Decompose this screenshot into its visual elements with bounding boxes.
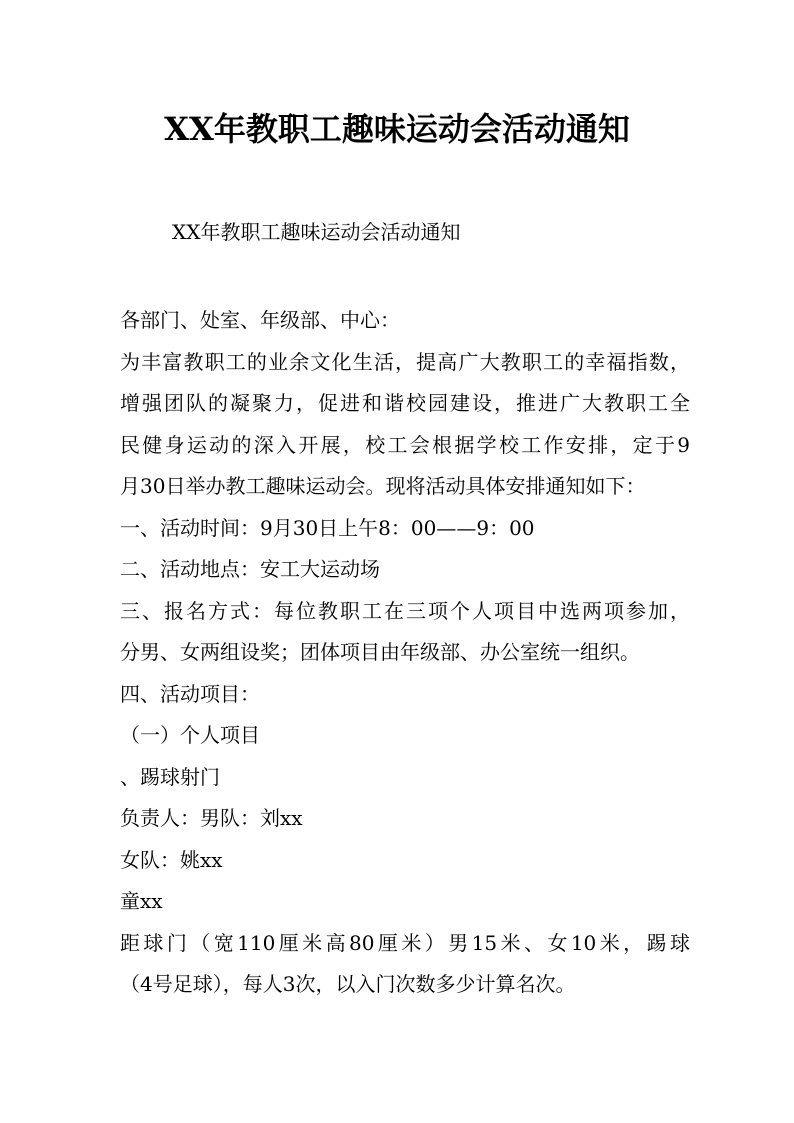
organizer-line: 负责人：男队：刘xx xyxy=(120,806,303,830)
paragraph-line: 民健身运动的深入开展，校工会根据学校工作安排，定于9 xyxy=(120,432,690,457)
document-body xyxy=(120,300,700,1006)
paragraph-line: 增强团队的凝聚力，促进和谐校园建设，推进广大教职工全 xyxy=(120,391,690,415)
organizer-line: 女队：姚xx xyxy=(120,847,223,872)
activity-items-heading: 四、活动项目： xyxy=(120,681,260,706)
rules-line: 距球门（宽110厘米高80厘米）男15米、女10米，踢球 xyxy=(120,930,690,955)
registration-line: 分男、女两组设奖；团体项目由年级部、办公室统一组织。 xyxy=(120,640,640,664)
activity-location-line: 二、活动地点：安工大运动场 xyxy=(120,557,380,581)
paragraph-line: 月30日举办教工趣味运动会。现将活动具体安排通知如下： xyxy=(120,474,646,498)
organizer-line: 童xx xyxy=(120,889,163,913)
event-name-line: 、踢球射门 xyxy=(120,764,220,789)
rules-line: （4号足球），每人3次，以入门次数多少计算名次。 xyxy=(120,972,576,996)
document-title: XX年教职工趣味运动会活动通知 xyxy=(164,110,630,148)
document-subtitle: XX年教职工趣味运动会活动通知 xyxy=(172,220,461,244)
individual-items-heading: （一）个人项目 xyxy=(120,723,260,747)
registration-line: 三、报名方式：每位教职工在三项个人项目中选两项参加， xyxy=(120,598,690,623)
activity-time-line: 一、活动时间：9月30日上午8：00——9：00 xyxy=(120,515,535,540)
paragraph-line: 为丰富教职工的业余文化生活，提高广大教职工的幸福指数， xyxy=(120,349,690,374)
salutation-line: 各部门、处室、年级部、中心： xyxy=(120,308,400,332)
